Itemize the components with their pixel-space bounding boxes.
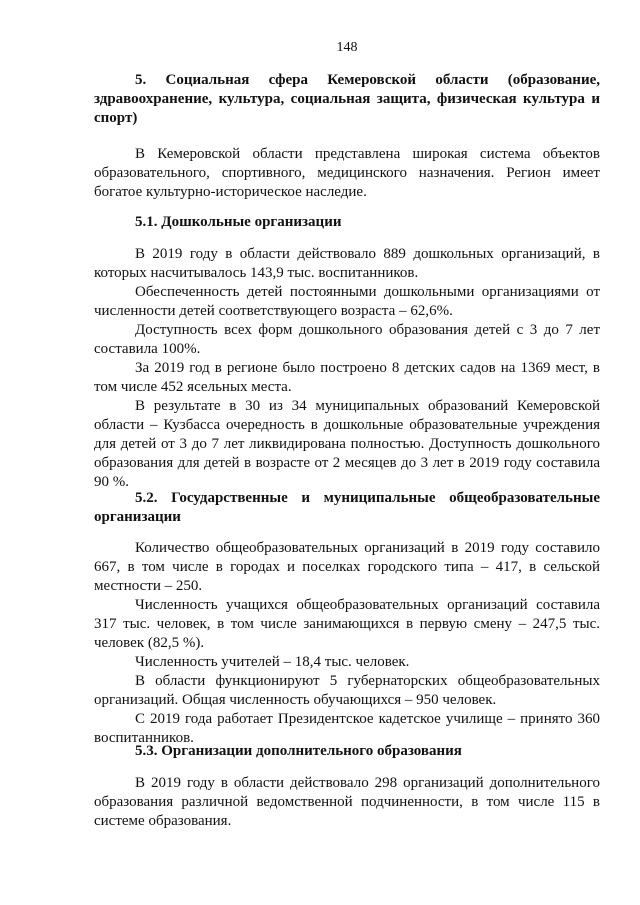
paragraph: В области функционируют 5 губернаторских общеобразовательных организаций. Общая численность обучающихся – 950 человек. (94, 673, 600, 708)
section-5-2 (94, 489, 600, 527)
paragraph: В результате в 30 из 34 муниципальных образований Кемеровской области – Кузбасса очередность в дошкольные образовательные учреждения для детей от 3 до 7 лет ликвидирована полностью. Доступность дошкольного образования для детей в возрасте от 2 месяцев до 3 лет в 2019 году составила 90 %. (94, 398, 600, 490)
paragraph: Обеспеченность детей постоянными дошкольными организациями от численности детей соответствующего возраста – 62,6%. (94, 284, 600, 319)
section-5 (94, 71, 600, 128)
section-5-1-heading: 5.1. Дошкольные организации (135, 214, 342, 230)
section-5-2-heading: 5.2. Государственные и муниципальные общеобразовательные организации (94, 490, 600, 525)
paragraph: За 2019 год в регионе было построено 8 детских садов на 1369 мест, в том числе 452 ясельных места. (94, 360, 600, 395)
section-5-3-heading: 5.3. Организации дополнительного образования (135, 743, 462, 759)
paragraph: Количество общеобразовательных организаций в 2019 году составило 667, в том числе в городах и поселках городского типа – 417, в сельской местности – 250. (94, 540, 600, 594)
paragraph: В 2019 году в области действовало 889 дошкольных организаций, в которых насчитывалось 143,9 тыс. воспитанников. (94, 246, 600, 281)
section-5-intro: В Кемеровской области представлена широкая система объектов образовательного, спортивного, медицинского назначения. Регион имеет богатое культурно-историческое наследие. (94, 146, 600, 200)
paragraph: Численность учащихся общеобразовательных организаций составила 317 тыс. человек, в том числе занимающихся в первую смену – 247,5 тыс. человек (82,5 %). (94, 597, 600, 651)
section-5-1-body (94, 245, 600, 492)
section-5-heading: 5. Социальная сфера Кемеровской области (образование, здравоохранение, культура, социальная защита, физическая культура и спорт) (94, 72, 600, 126)
page-number: 148 (336, 40, 358, 55)
section-5-3-body (94, 774, 600, 831)
paragraph: Доступность всех форм дошкольного образования детей с 3 до 7 лет составила 100%. (94, 322, 600, 357)
section-5-2-body (94, 539, 600, 748)
section-5-3 (94, 742, 600, 761)
section-5-1 (94, 213, 600, 232)
paragraph: В 2019 году в области действовало 298 организаций дополнительного образования различной ведомственной подчиненности, в том числе 115 в системе образования. (94, 775, 600, 829)
paragraph: С 2019 года работает Президентское кадетское училище – принято 360 воспитанников. (94, 711, 600, 746)
section-5-intro-block (94, 145, 600, 202)
paragraph: Численность учителей – 18,4 тыс. человек. (135, 654, 410, 670)
